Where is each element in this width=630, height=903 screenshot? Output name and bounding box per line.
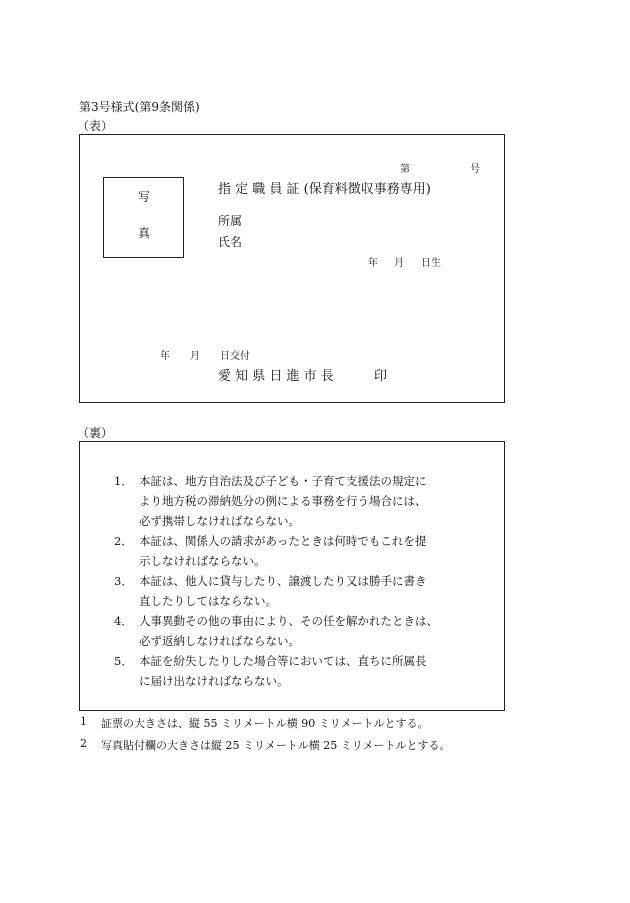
issue-year: 年 xyxy=(160,351,170,362)
front-card xyxy=(79,134,505,403)
list-item xyxy=(114,651,427,691)
note-number: 2 xyxy=(80,737,87,750)
issuer: 愛 知 県 日 進 市 長 xyxy=(218,369,334,384)
list-item xyxy=(114,611,438,651)
item-text: 必ず携帯しなければならない。 xyxy=(139,514,300,528)
item-number: 1． xyxy=(114,474,133,488)
front-label: （表） xyxy=(77,119,114,133)
item-text: 人事異動その他の事由により、その任を解かれたときは、 xyxy=(139,614,438,628)
item-text: 本証は、関係人の請求があったときは何時でもこれを提 xyxy=(139,534,427,548)
name-label: 氏名 xyxy=(218,235,243,249)
item-text: 直したりしてはならない。 xyxy=(139,594,277,608)
affiliation-label: 所属 xyxy=(218,214,243,228)
photo-label-1: 写 xyxy=(138,190,151,204)
item-text: 示しなければならない。 xyxy=(139,554,266,568)
list-item xyxy=(114,471,427,531)
number-suffix: 号 xyxy=(470,164,480,175)
issue-month: 月 xyxy=(190,351,200,362)
item-number: 5． xyxy=(114,654,133,668)
card-title: 指 定 職 員 証 (保育料徴収事務専用) xyxy=(218,182,431,197)
list-item xyxy=(114,571,427,611)
item-text: 本証を紛失したりした場合等においては、直ちに所属長 xyxy=(139,654,427,668)
seal-mark: 印 xyxy=(374,369,388,384)
item-text: 本証は、他人に貸与したり、譲渡したり又は勝手に書き xyxy=(139,574,427,588)
issue-day: 日交付 xyxy=(220,351,250,362)
birth-year: 年 xyxy=(368,258,378,269)
photo-label-2: 真 xyxy=(138,226,151,240)
item-number: 2． xyxy=(114,534,133,548)
note-text: 写真貼付欄の大きさは縦 25 ミリメートル横 25 ミリメートルとする。 xyxy=(101,739,451,752)
photo-box xyxy=(103,177,184,258)
birth-day: 日生 xyxy=(421,258,441,269)
list-item xyxy=(114,531,426,571)
item-number: 4． xyxy=(114,614,133,628)
form-title: 第3号様式(第9条関係) xyxy=(79,100,200,114)
note-text: 証票の大きさは、縦 55 ミリメートル横 90 ミリメートルとする。 xyxy=(101,717,429,730)
note-number: 1 xyxy=(80,715,87,728)
item-text: に届け出なければならない。 xyxy=(139,674,289,688)
birth-month: 月 xyxy=(394,258,404,269)
item-text: 本証は、地方自治法及び子ども・子育て支援法の規定に xyxy=(139,474,427,488)
back-label: （裏） xyxy=(77,426,114,440)
item-text: 必ず返納しなければならない。 xyxy=(139,634,300,648)
item-number: 3． xyxy=(114,574,133,588)
item-text: より地方税の滞納処分の例による事務を行う場合には、 xyxy=(139,494,427,508)
number-prefix: 第 xyxy=(400,164,410,175)
